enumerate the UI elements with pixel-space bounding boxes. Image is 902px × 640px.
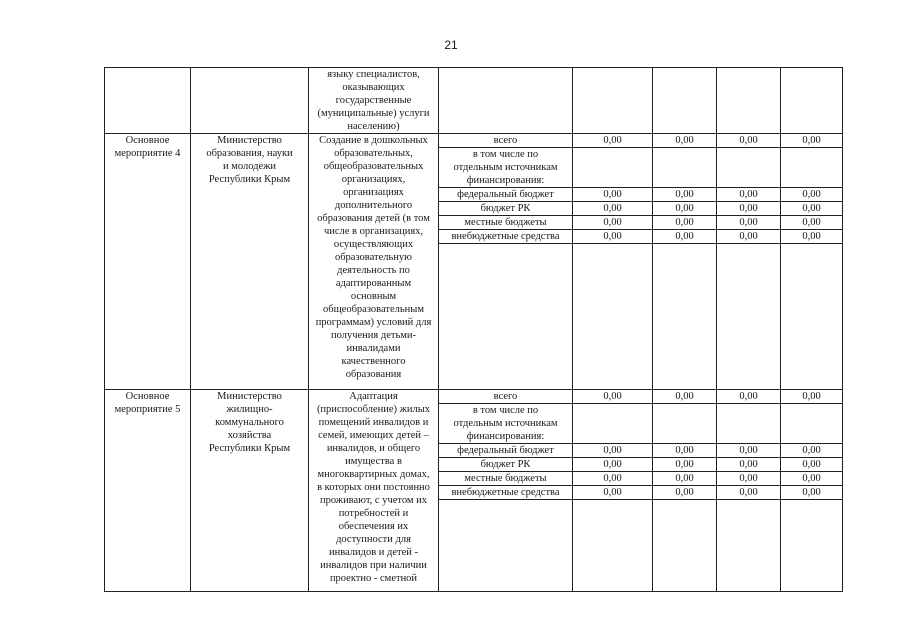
measure-5-total-row <box>105 390 843 404</box>
amount-cell: 0,00 <box>717 230 781 244</box>
empty-cell <box>439 244 573 390</box>
amount-cell: 0,00 <box>653 472 717 486</box>
continuation-value-cell <box>653 68 717 134</box>
measure-5-description: Адаптация (приспособление) жилых помещений инвалидов и семей, имеющих детей – инвалидов, и общего имущества в многоквартирных домах, в которых они постоянно проживают, с учетом их потребностей и обеспечения их доступности для инвалидов и детей - инвалидов при наличии проектно - сметной <box>309 390 439 592</box>
amount-cell: 0,00 <box>573 230 653 244</box>
continuation-source-cell <box>439 68 573 134</box>
amount-cell: 0,00 <box>573 202 653 216</box>
funding-source-label: бюджет РК <box>439 458 573 472</box>
amount-cell: 0,00 <box>653 134 717 148</box>
amount-cell <box>573 404 653 444</box>
measure-4-label: Основное мероприятие 4 <box>105 134 191 390</box>
amount-cell: 0,00 <box>781 390 843 404</box>
funding-source-label: местные бюджеты <box>439 472 573 486</box>
amount-cell: 0,00 <box>781 444 843 458</box>
amount-cell <box>573 148 653 188</box>
funding-breakdown-label: в том числе по отдельным источникам финансирования: <box>439 148 573 188</box>
amount-cell: 0,00 <box>781 216 843 230</box>
empty-cell <box>717 244 781 390</box>
amount-cell: 0,00 <box>717 134 781 148</box>
amount-cell: 0,00 <box>573 486 653 500</box>
amount-cell: 0,00 <box>653 216 717 230</box>
amount-cell: 0,00 <box>717 390 781 404</box>
amount-cell: 0,00 <box>717 486 781 500</box>
amount-cell: 0,00 <box>573 444 653 458</box>
empty-cell <box>653 244 717 390</box>
amount-cell <box>781 404 843 444</box>
amount-cell: 0,00 <box>781 472 843 486</box>
continuation-value-cell <box>781 68 843 134</box>
amount-cell: 0,00 <box>573 188 653 202</box>
amount-cell: 0,00 <box>717 188 781 202</box>
funding-source-label: всего <box>439 134 573 148</box>
amount-cell: 0,00 <box>573 458 653 472</box>
measure-4-description: Создание в дошкольных образовательных, общеобразовательных организациях, организациях дополнительного образования детей (в том числе в организациях, осуществляющих образовательную деятельность по адаптированным основным общеобразовательным программам) условий для получения детьми- инвалидами качественного образования <box>309 134 439 390</box>
amount-cell: 0,00 <box>717 444 781 458</box>
continuation-value-cell <box>717 68 781 134</box>
continuation-label-cell <box>105 68 191 134</box>
empty-cell <box>573 500 653 592</box>
measure-5-label: Основное мероприятие 5 <box>105 390 191 592</box>
empty-cell <box>573 244 653 390</box>
amount-cell <box>653 148 717 188</box>
funding-source-label: внебюджетные средства <box>439 230 573 244</box>
amount-cell: 0,00 <box>653 458 717 472</box>
amount-cell: 0,00 <box>781 188 843 202</box>
amount-cell: 0,00 <box>653 486 717 500</box>
funding-source-label: местные бюджеты <box>439 216 573 230</box>
continuation-row <box>105 68 843 134</box>
financing-table <box>104 67 843 592</box>
continuation-description: языку специалистов, оказывающих государственные (муниципальные) услуги населению) <box>309 68 439 134</box>
amount-cell: 0,00 <box>653 390 717 404</box>
amount-cell: 0,00 <box>781 202 843 216</box>
amount-cell: 0,00 <box>717 216 781 230</box>
continuation-executor-cell <box>191 68 309 134</box>
amount-cell: 0,00 <box>573 134 653 148</box>
measure-4-total-row <box>105 134 843 148</box>
amount-cell <box>653 404 717 444</box>
amount-cell: 0,00 <box>717 458 781 472</box>
amount-cell <box>717 148 781 188</box>
amount-cell: 0,00 <box>573 390 653 404</box>
amount-cell <box>781 148 843 188</box>
funding-source-label: бюджет РК <box>439 202 573 216</box>
page-number: 21 <box>444 38 458 52</box>
amount-cell: 0,00 <box>781 458 843 472</box>
amount-cell: 0,00 <box>653 188 717 202</box>
funding-source-label: внебюджетные средства <box>439 486 573 500</box>
amount-cell: 0,00 <box>781 134 843 148</box>
measure-5-executor: Министерство жилищно- коммунального хозяйства Республики Крым <box>191 390 309 592</box>
amount-cell: 0,00 <box>781 230 843 244</box>
continuation-value-cell <box>573 68 653 134</box>
amount-cell: 0,00 <box>573 472 653 486</box>
amount-cell <box>717 404 781 444</box>
measure-4-executor: Министерство образования, науки и молодежи Республики Крым <box>191 134 309 390</box>
amount-cell: 0,00 <box>653 230 717 244</box>
empty-cell <box>717 500 781 592</box>
amount-cell: 0,00 <box>573 216 653 230</box>
empty-cell <box>653 500 717 592</box>
empty-cell <box>439 500 573 592</box>
funding-source-label: всего <box>439 390 573 404</box>
funding-source-label: федеральный бюджет <box>439 188 573 202</box>
funding-breakdown-label: в том числе по отдельным источникам финансирования: <box>439 404 573 444</box>
amount-cell: 0,00 <box>653 202 717 216</box>
funding-source-label: федеральный бюджет <box>439 444 573 458</box>
empty-cell <box>781 500 843 592</box>
amount-cell: 0,00 <box>717 202 781 216</box>
empty-cell <box>781 244 843 390</box>
amount-cell: 0,00 <box>781 486 843 500</box>
amount-cell: 0,00 <box>717 472 781 486</box>
amount-cell: 0,00 <box>653 444 717 458</box>
